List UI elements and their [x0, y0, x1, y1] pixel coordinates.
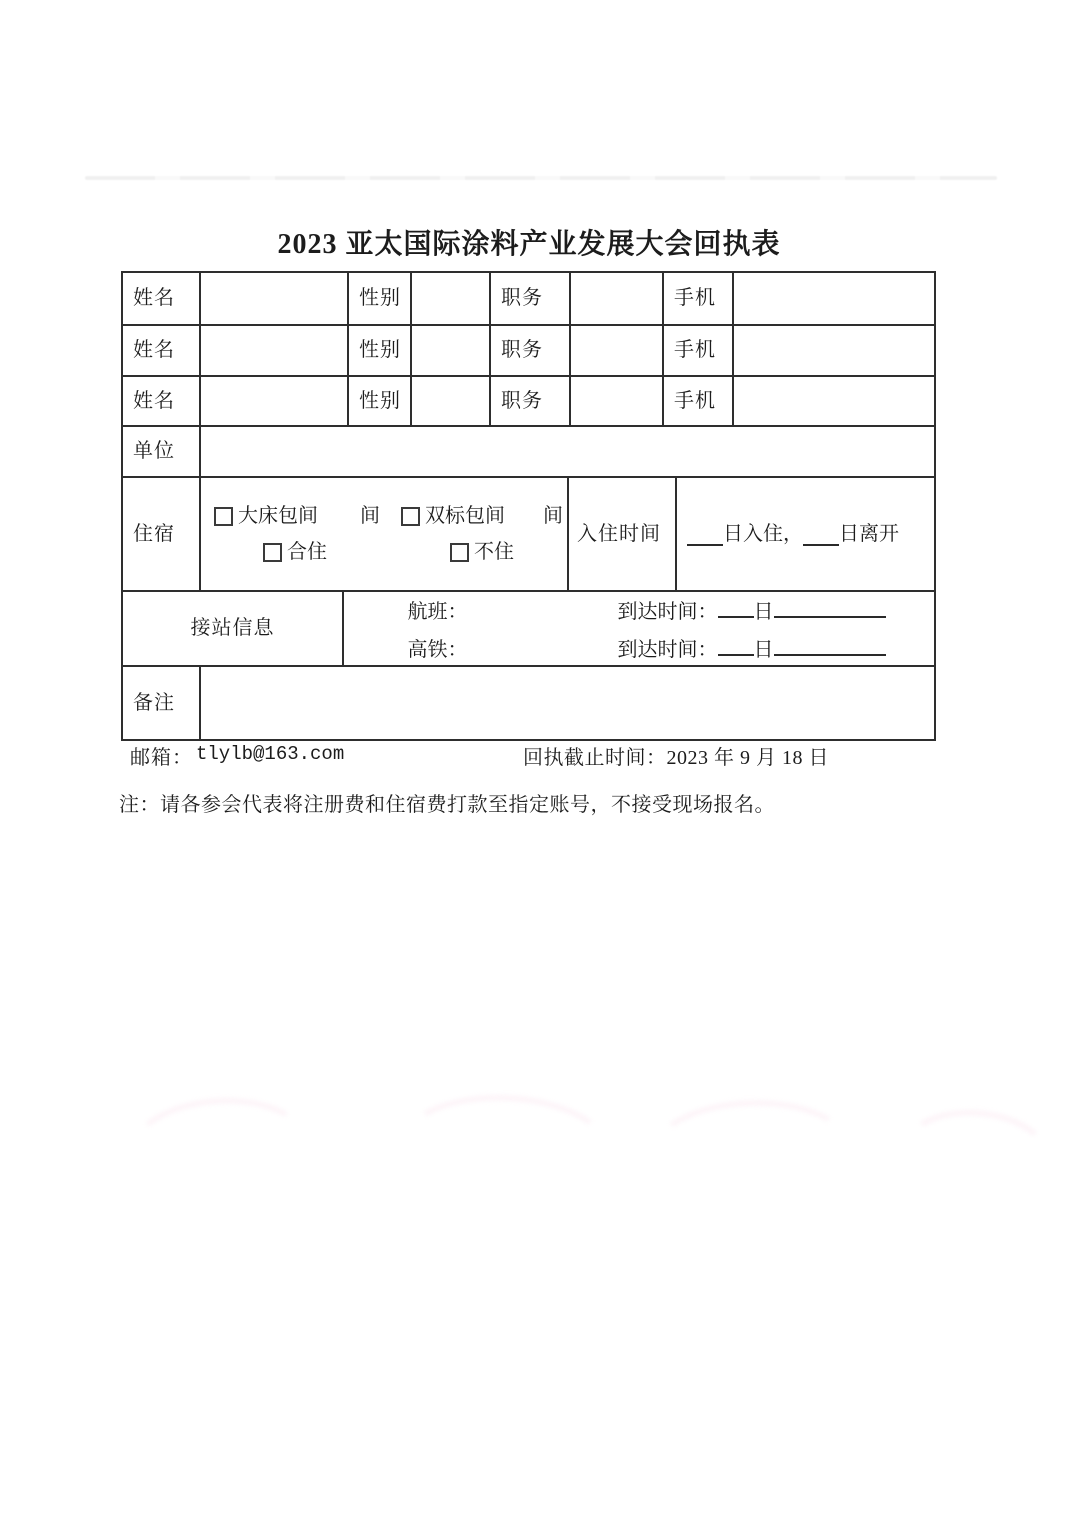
name-label: 姓名 [133, 287, 175, 309]
accommodation-options-line-2 [263, 540, 514, 565]
train-arrival-time-blank[interactable] [774, 633, 886, 656]
accommodation-options-line-1 [214, 504, 563, 529]
scan-artifact-band [85, 176, 997, 180]
pickup-flight-line [408, 595, 886, 625]
remarks-row [123, 665, 934, 739]
position-label: 职务 [489, 326, 569, 375]
checkout-day-blank[interactable] [803, 523, 839, 546]
option-king-room-label: 大床包间 [238, 504, 318, 527]
checkbox-king-room[interactable] [214, 507, 233, 526]
unit-input-cell[interactable] [199, 427, 934, 476]
unit-label: 单位 [133, 440, 175, 462]
footer-contact-line [0, 741, 1080, 767]
gender-label: 性别 [347, 273, 410, 324]
checkout-text: 日离开 [839, 522, 899, 545]
option-no-stay-label: 不住 [474, 540, 514, 563]
mobile-input-cell[interactable] [732, 377, 934, 425]
name-input-cell[interactable] [199, 326, 347, 375]
scan-smudge [397, 1090, 614, 1208]
scan-smudge [125, 1092, 314, 1206]
train-arrival-label: 到达时间： [617, 638, 718, 661]
payment-note: 注：请各参会代表将注册费和住宿费打款至指定账号，不接受现场报名。 [119, 794, 775, 816]
gender-input-cell[interactable] [410, 273, 489, 324]
option-no-stay [450, 540, 514, 565]
accommodation-row [123, 476, 934, 590]
pickup-row [123, 590, 934, 665]
option-twin-room [401, 504, 563, 529]
attendee-row [123, 324, 934, 375]
accommodation-options-cell [199, 478, 567, 590]
checkbox-share-room[interactable] [263, 543, 282, 562]
gender-label: 性别 [347, 326, 410, 375]
email-label: 邮箱： [130, 747, 193, 769]
name-input-cell[interactable] [199, 377, 347, 425]
mobile-label: 手机 [662, 326, 732, 375]
checkbox-no-stay[interactable] [450, 543, 469, 562]
pickup-info-cell [342, 592, 934, 665]
position-label: 职务 [489, 273, 569, 324]
pickup-info-label: 接站信息 [190, 617, 275, 639]
position-input-cell[interactable] [569, 273, 662, 324]
position-label: 职务 [489, 377, 569, 425]
checkbox-twin-room[interactable] [401, 507, 420, 526]
scan-smudge [648, 1097, 853, 1206]
option-twin-room-label: 双标包间 [425, 504, 505, 527]
train-arrival-day-suffix: 日 [753, 638, 774, 661]
position-input-cell[interactable] [569, 377, 662, 425]
checkin-day-blank[interactable] [687, 523, 723, 546]
reply-deadline: 回执截止时间：2023 年 9 月 18 日 [523, 747, 829, 769]
name-label: 姓名 [133, 389, 175, 412]
position-input-cell[interactable] [569, 326, 662, 375]
flight-arrival-day-blank[interactable] [718, 595, 754, 618]
unit-row [123, 425, 934, 476]
gender-input-cell[interactable] [410, 377, 489, 425]
registration-form-table [121, 271, 936, 741]
checkin-time-value-cell[interactable] [675, 478, 934, 590]
option-share-room [263, 540, 450, 565]
mobile-input-cell[interactable] [732, 273, 934, 324]
remarks-label: 备注 [133, 691, 175, 714]
mobile-input-cell[interactable] [732, 326, 934, 375]
attendee-row [123, 375, 934, 425]
train-label[interactable]: 高铁： [407, 638, 468, 661]
option-king-room-qty-suffix: 间 [360, 504, 380, 527]
page-title: 2023 亚太国际涂料产业发展大会回执表 [277, 229, 781, 260]
email-address: tlylb@163.com [196, 743, 345, 765]
mobile-label: 手机 [662, 273, 732, 324]
flight-arrival-time-blank[interactable] [774, 595, 886, 618]
gender-input-cell[interactable] [410, 326, 489, 375]
option-king-room [214, 504, 401, 529]
pickup-train-line [408, 633, 886, 663]
option-share-room-label: 合住 [287, 540, 327, 563]
name-input-cell[interactable] [199, 273, 347, 324]
checkin-time-label: 入住时间 [567, 478, 675, 590]
gender-label: 性别 [347, 377, 410, 425]
flight-arrival-label: 到达时间： [617, 600, 718, 623]
accommodation-label: 住宿 [133, 522, 175, 545]
name-label: 姓名 [133, 339, 175, 361]
option-twin-room-qty-suffix: 间 [543, 504, 563, 527]
mobile-label: 手机 [662, 377, 732, 425]
flight-arrival-day-suffix: 日 [753, 600, 774, 623]
scan-smudge [896, 1104, 1055, 1209]
checkin-text: 日入住， [723, 522, 803, 545]
attendee-row [123, 273, 934, 324]
train-arrival-day-blank[interactable] [718, 633, 754, 656]
remarks-input-cell[interactable] [199, 667, 934, 739]
flight-label[interactable]: 航班： [407, 600, 468, 623]
